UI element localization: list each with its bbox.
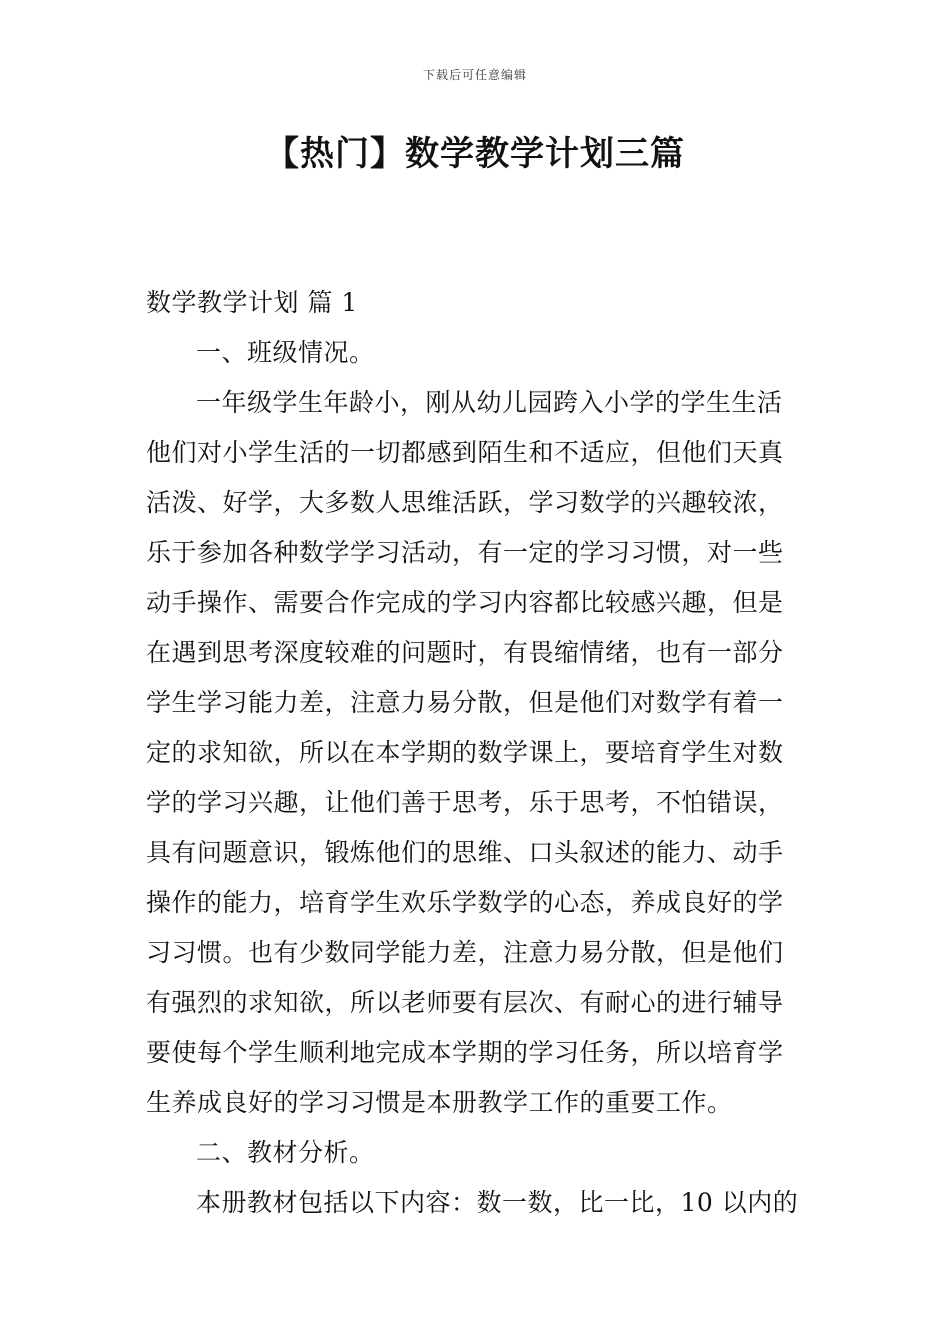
paragraph-line: 本册教材包括以下内容：数一数，比一比，10 以内的 xyxy=(196,1188,799,1217)
paragraph-line: 一年级学生年龄小，刚从幼儿园跨入小学的学生生活 xyxy=(196,388,783,417)
paragraph-line: 学生学习能力差，注意力易分散，但是他们对数学有着一 xyxy=(146,688,784,717)
paragraph-line: 他们对小学生活的一切都感到陌生和不适应，但他们天真 xyxy=(146,438,784,467)
paragraph-line: 在遇到思考深度较难的问题时，有畏缩情绪，也有一部分 xyxy=(146,638,784,667)
document-body xyxy=(146,278,810,1228)
paragraph-line: 定的求知欲，所以在本学期的数学课上，要培育学生对数 xyxy=(146,738,784,767)
paragraph-line: 习习惯。也有少数同学能力差，注意力易分散，但是他们 xyxy=(146,938,784,967)
paragraph-line: 要使每个学生顺利地完成本学期的学习任务，所以培育学 xyxy=(146,1038,784,1067)
section-title: 数学教学计划 篇 1 xyxy=(146,288,358,317)
paragraph-line: 具有问题意识，锻炼他们的思维、口头叙述的能力、动手 xyxy=(146,838,784,867)
paragraph-line: 有强烈的求知欲，所以老师要有层次、有耐心的进行辅导 xyxy=(146,988,784,1017)
paragraph-line: 操作的能力，培育学生欢乐学数学的心态，养成良好的学 xyxy=(146,888,784,917)
paragraph-line: 学的学习兴趣，让他们善于思考，乐于思考，不怕错误， xyxy=(146,788,784,817)
paragraph-line: 生养成良好的学习习惯是本册教学工作的重要工作。 xyxy=(146,1088,733,1117)
paragraph-line: 动手操作、需要合作完成的学习内容都比较感兴趣，但是 xyxy=(146,588,784,617)
paragraph-line: 活泼、好学，大多数人思维活跃，学习数学的兴趣较浓， xyxy=(146,488,784,517)
header-note: 下载后可任意编辑 xyxy=(422,68,527,82)
paragraph-textbook-analysis xyxy=(146,1178,810,1228)
heading-textbook-analysis: 二、教材分析。 xyxy=(196,1138,375,1167)
document-title: 【热门】数学教学计划三篇 xyxy=(265,134,685,174)
heading-class-situation: 一、班级情况。 xyxy=(196,338,375,367)
paragraph-class-situation xyxy=(146,378,810,1128)
paragraph-line: 乐于参加各种数学学习活动，有一定的学习习惯，对一些 xyxy=(146,538,784,567)
